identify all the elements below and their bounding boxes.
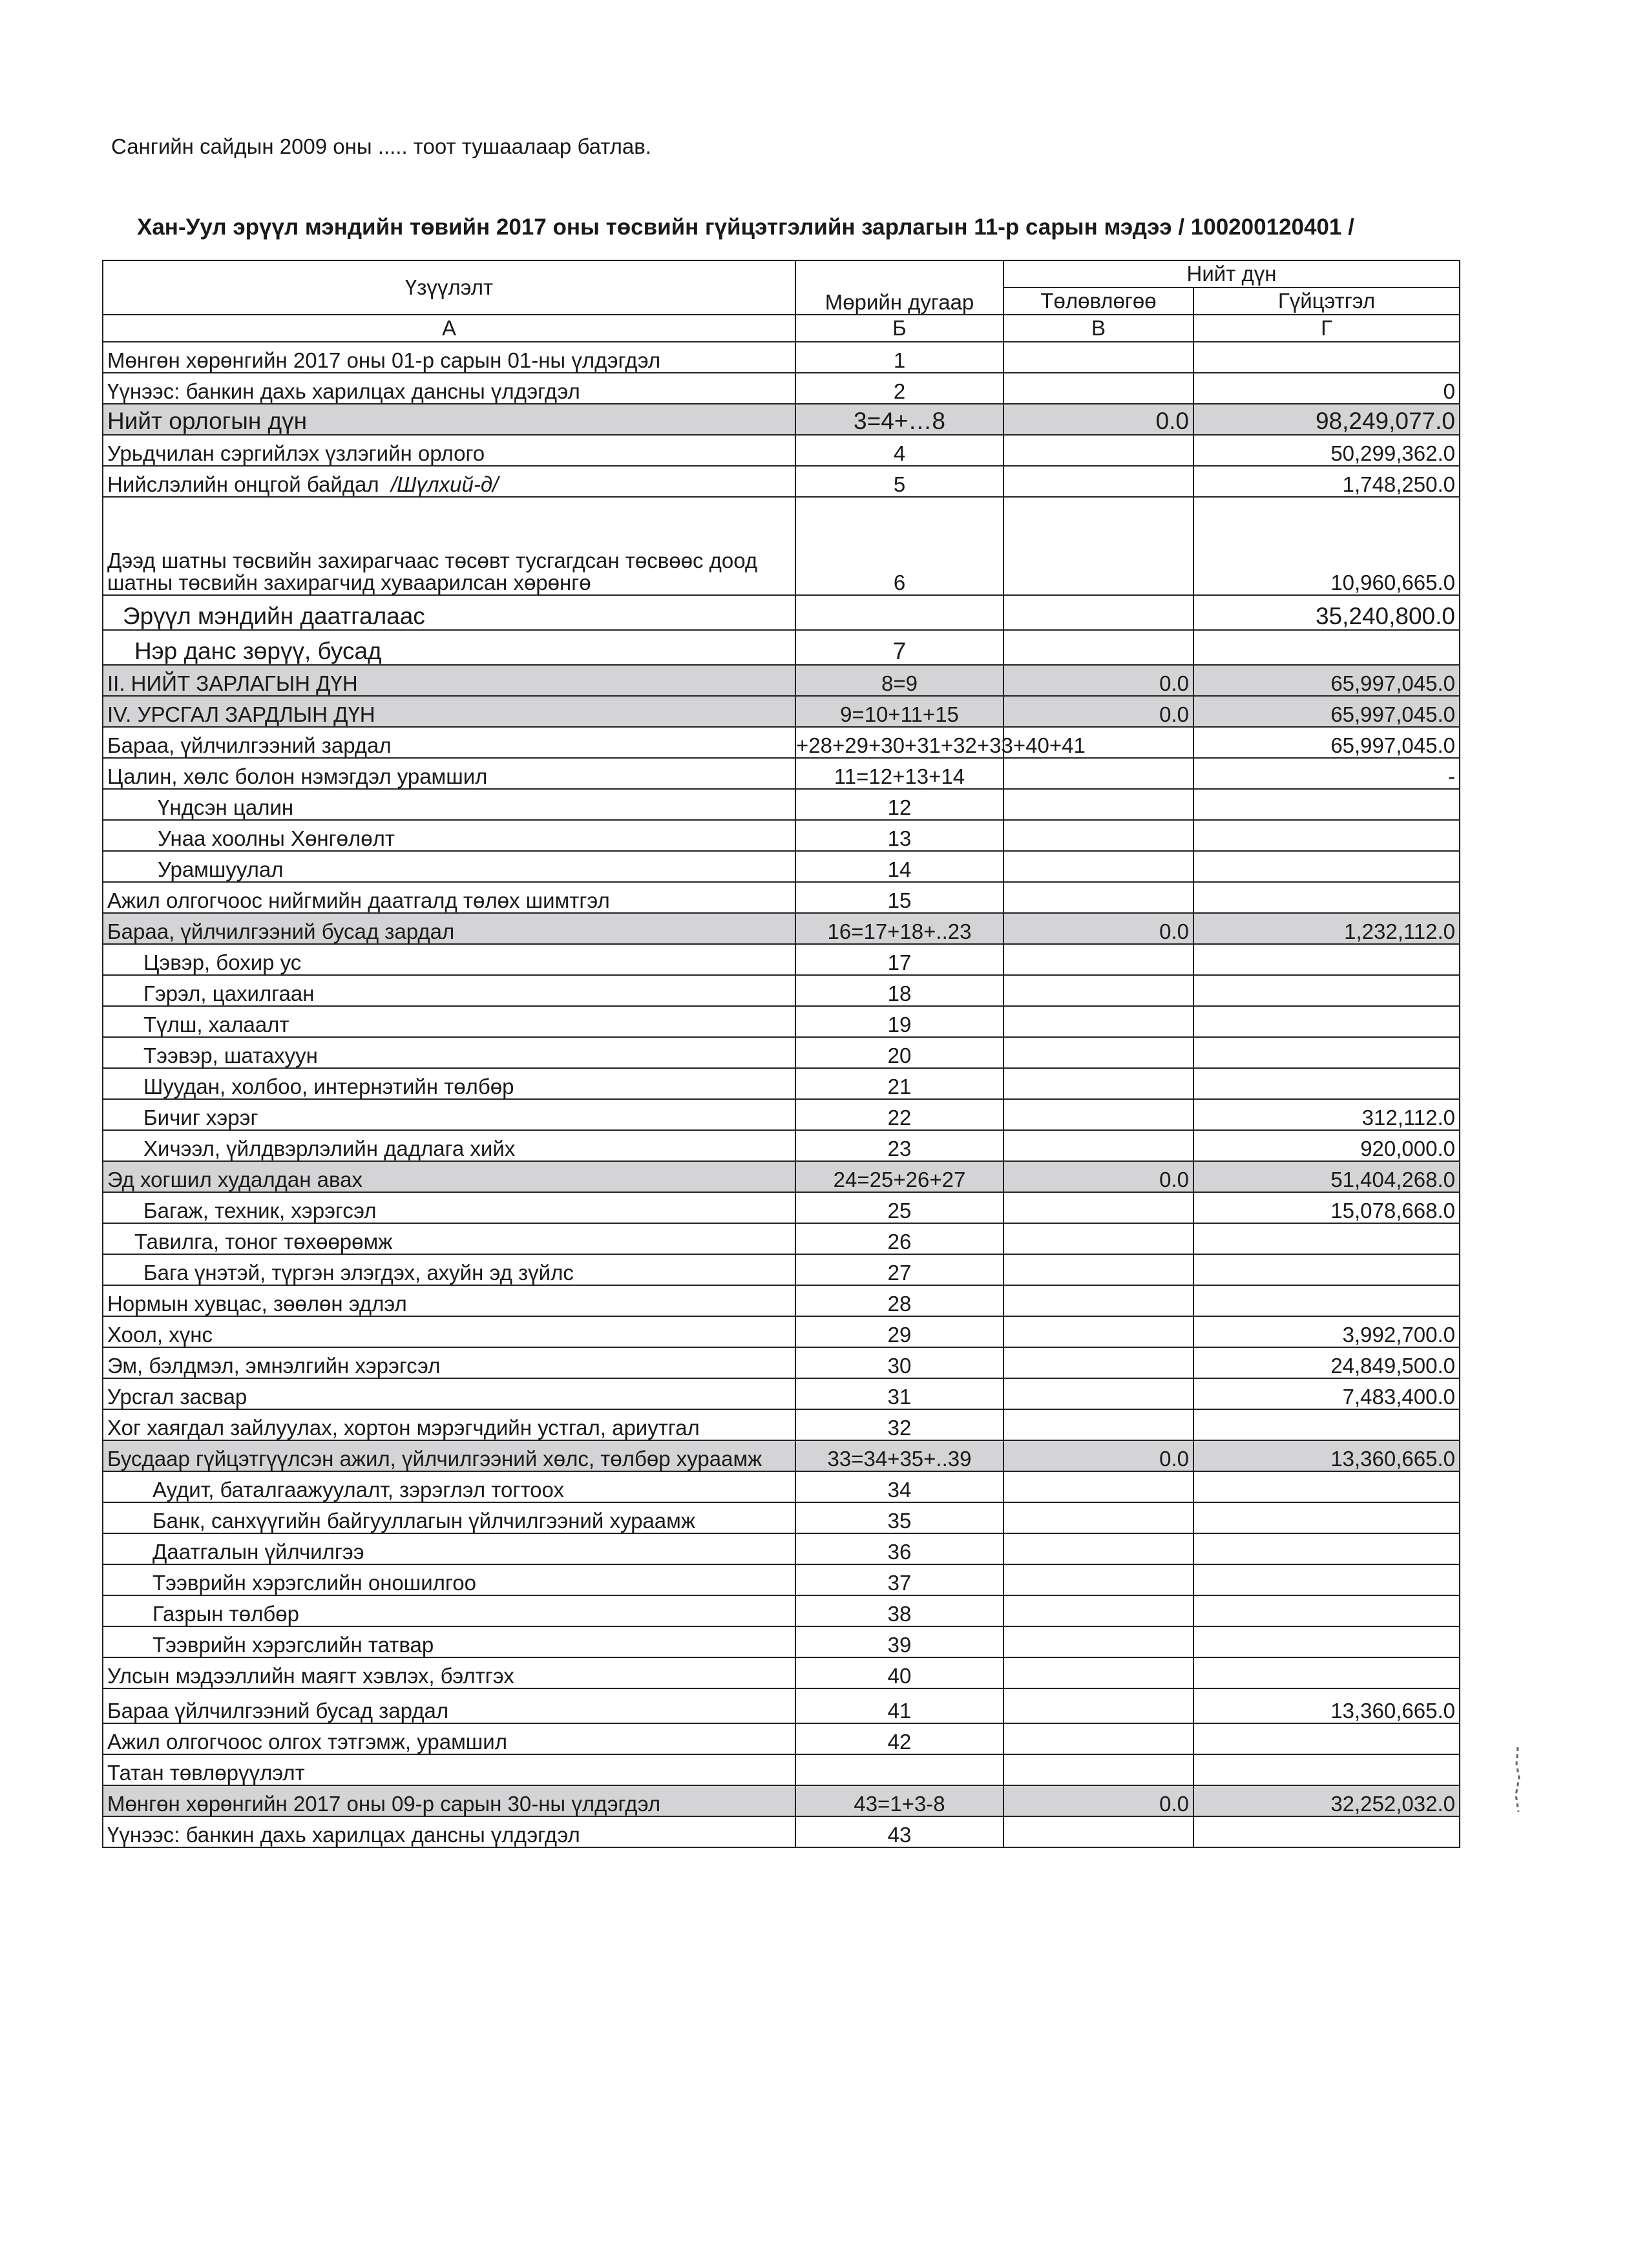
row-label: Багаж, техник, хэрэгсэл (103, 1192, 795, 1223)
row-plan (1003, 1595, 1193, 1626)
row-plan (1003, 497, 1193, 595)
row-label: Мөнгөн хөрөнгийн 2017 оны 01-р сарын 01-ны үлдэгдэл (103, 342, 795, 373)
row-number (795, 595, 1003, 630)
row-actual (1193, 1223, 1460, 1254)
row-label: Тавилга, тоног төхөөрөмж (103, 1223, 795, 1254)
row-label: Бага үнэтэй, түргэн элэгдэх, ахуйн эд зүйлс (103, 1254, 795, 1285)
row-number: 26 (795, 1223, 1003, 1254)
row-label: Бичиг хэрэг (103, 1099, 795, 1130)
row-label: Эрүүл мэндийн даатгалаас (103, 595, 795, 630)
row-number: 33=34+35+..39 (795, 1440, 1003, 1471)
row-plan: 0.0 (1003, 1440, 1193, 1471)
row-label (103, 466, 795, 497)
row-number: 2 (795, 373, 1003, 404)
row-number: 36 (795, 1533, 1003, 1564)
row-number: 13 (795, 820, 1003, 851)
row-label: Хоол, хүнс (103, 1316, 795, 1347)
table-row (103, 1006, 1460, 1037)
row-label: Урамшуулал (103, 851, 795, 882)
row-number: 41 (795, 1688, 1003, 1723)
table-row (103, 1223, 1460, 1254)
row-label: Цэвэр, бохир ус (103, 944, 795, 975)
column-letter-a: А (103, 315, 795, 342)
row-label: Үүнээс: банкин дахь харилцах дансны үлдэгдэл (103, 1816, 795, 1847)
row-actual: 98,249,077.0 (1193, 404, 1460, 435)
row-label: Бараа, үйлчилгээний бусад зардал (103, 913, 795, 944)
row-plan (1003, 944, 1193, 975)
table-row (103, 1316, 1460, 1347)
row-number: 39 (795, 1626, 1003, 1657)
row-label-text: Нийслэлийн онцгой байдал (107, 472, 379, 497)
row-actual: 920,000.0 (1193, 1130, 1460, 1161)
row-label: Шуудан, холбоо, интернэтийн төлбөр (103, 1068, 795, 1099)
row-plan (1003, 1006, 1193, 1037)
row-actual (1193, 789, 1460, 820)
header-total: Нийт дүн (1003, 260, 1460, 288)
row-actual: 3,992,700.0 (1193, 1316, 1460, 1347)
row-label: Бараа, үйлчилгээний зардал (103, 727, 795, 758)
row-actual: 65,997,045.0 (1193, 727, 1460, 758)
row-actual: - (1193, 758, 1460, 789)
row-plan (1003, 373, 1193, 404)
row-plan (1003, 758, 1193, 789)
row-number: 17 (795, 944, 1003, 975)
row-plan (1003, 1316, 1193, 1347)
row-number: 11=12+13+14 (795, 758, 1003, 789)
table-row (103, 1754, 1460, 1785)
row-actual: 65,997,045.0 (1193, 665, 1460, 696)
row-actual (1193, 1502, 1460, 1533)
table-row (103, 497, 1460, 595)
table-row (103, 851, 1460, 882)
row-number: 23 (795, 1130, 1003, 1161)
row-number: +28+29+30+31+32+33+40+41 (795, 727, 1003, 758)
row-label: Тээврийн хэрэгслийн татвар (103, 1626, 795, 1657)
row-number: 29 (795, 1316, 1003, 1347)
row-number: 31 (795, 1378, 1003, 1409)
table-row (103, 944, 1460, 975)
row-actual (1193, 1285, 1460, 1316)
row-label: Тээвэр, шатахуун (103, 1037, 795, 1068)
row-number: 40 (795, 1657, 1003, 1688)
row-actual: 10,960,665.0 (1193, 497, 1460, 595)
row-plan (1003, 630, 1193, 665)
row-number: 5 (795, 466, 1003, 497)
row-plan (1003, 1754, 1193, 1785)
row-plan (1003, 1816, 1193, 1847)
row-label: Хичээл, үйлдвэрлэлийн дадлага хийх (103, 1130, 795, 1161)
table-row (103, 820, 1460, 851)
row-number: 38 (795, 1595, 1003, 1626)
row-plan (1003, 1285, 1193, 1316)
table-row (103, 342, 1460, 373)
row-number: 6 (795, 497, 1003, 595)
row-number: 25 (795, 1192, 1003, 1223)
row-number: 16=17+18+..23 (795, 913, 1003, 944)
row-number: 8=9 (795, 665, 1003, 696)
table-row (103, 373, 1460, 404)
row-plan: 0.0 (1003, 913, 1193, 944)
row-plan (1003, 1533, 1193, 1564)
row-label: Урсгал засвар (103, 1378, 795, 1409)
row-actual: 15,078,668.0 (1193, 1192, 1460, 1223)
row-plan (1003, 1626, 1193, 1657)
table-row (103, 1192, 1460, 1223)
row-actual (1193, 975, 1460, 1006)
row-plan (1003, 1564, 1193, 1595)
row-actual (1193, 1754, 1460, 1785)
row-actual (1193, 1006, 1460, 1037)
row-label: Нормын хувцас, зөөлөн эдлэл (103, 1285, 795, 1316)
row-label: Ажил олгогчоос нийгмийн даатгалд төлөх шимтгэл (103, 882, 795, 913)
row-number: 37 (795, 1564, 1003, 1595)
table-row (103, 1816, 1460, 1847)
table-row (103, 1533, 1460, 1564)
table-row (103, 913, 1460, 944)
row-label: Нэр данс зөрүү, бусад (103, 630, 795, 665)
row-plan (1003, 1099, 1193, 1130)
row-number: 27 (795, 1254, 1003, 1285)
row-label: Бараа үйлчилгээний бусад зардал (103, 1688, 795, 1723)
table-row (103, 758, 1460, 789)
row-plan (1003, 1068, 1193, 1099)
row-number: 28 (795, 1285, 1003, 1316)
table-row (103, 665, 1460, 696)
row-actual (1193, 1254, 1460, 1285)
row-number: 1 (795, 342, 1003, 373)
row-actual: 51,404,268.0 (1193, 1161, 1460, 1192)
row-number: 21 (795, 1068, 1003, 1099)
row-label: Газрын төлбөр (103, 1595, 795, 1626)
row-actual: 35,240,800.0 (1193, 595, 1460, 630)
table-row (103, 1347, 1460, 1378)
table-row (103, 727, 1460, 758)
row-plan (1003, 1378, 1193, 1409)
row-plan: 0.0 (1003, 696, 1193, 727)
row-actual: 7,483,400.0 (1193, 1378, 1460, 1409)
row-label: Эд хогшил худалдан авах (103, 1161, 795, 1192)
row-actual (1193, 342, 1460, 373)
row-label: Бусдаар гүйцэтгүүлсэн ажил, үйлчилгээний хөлс, төлбөр хураамж (103, 1440, 795, 1471)
table-row (103, 404, 1460, 435)
row-plan (1003, 1254, 1193, 1285)
table-row (103, 882, 1460, 913)
header-plan: Төлөвлөгөө (1003, 288, 1193, 315)
row-label: Гэрэл, цахилгаан (103, 975, 795, 1006)
expenditure-report-table (102, 260, 1460, 1848)
row-number: 15 (795, 882, 1003, 913)
row-number: 22 (795, 1099, 1003, 1130)
table-row (103, 1564, 1460, 1595)
table-row (103, 789, 1460, 820)
row-label: Даатгалын үйлчилгээ (103, 1533, 795, 1564)
row-actual: 65,997,045.0 (1193, 696, 1460, 727)
row-number: 12 (795, 789, 1003, 820)
table-row (103, 1723, 1460, 1754)
table-row (103, 1502, 1460, 1533)
row-label: Түлш, халаалт (103, 1006, 795, 1037)
row-actual: 13,360,665.0 (1193, 1440, 1460, 1471)
row-actual (1193, 1037, 1460, 1068)
row-actual (1193, 1409, 1460, 1440)
row-plan (1003, 466, 1193, 497)
table-row (103, 1471, 1460, 1502)
row-actual: 13,360,665.0 (1193, 1688, 1460, 1723)
row-number: 34 (795, 1471, 1003, 1502)
row-actual (1193, 1595, 1460, 1626)
row-label: IV. УРСГАЛ ЗАРДЛЫН ДҮН (103, 696, 795, 727)
column-letter-b: Б (795, 315, 1003, 342)
column-letter-d: Г (1193, 315, 1460, 342)
row-plan (1003, 435, 1193, 466)
row-actual (1193, 1723, 1460, 1754)
row-plan (1003, 595, 1193, 630)
row-plan (1003, 1223, 1193, 1254)
row-plan: 0.0 (1003, 404, 1193, 435)
header-indicator: Үзүүлэлт (103, 260, 795, 315)
row-plan (1003, 820, 1193, 851)
row-number: 14 (795, 851, 1003, 882)
row-actual (1193, 630, 1460, 665)
table-row (103, 975, 1460, 1006)
row-actual (1193, 820, 1460, 851)
table-row (103, 1595, 1460, 1626)
row-number: 43 (795, 1816, 1003, 1847)
row-plan (1003, 1657, 1193, 1688)
row-actual: 1,748,250.0 (1193, 466, 1460, 497)
table-row (103, 435, 1460, 466)
row-number: 35 (795, 1502, 1003, 1533)
report-title: Хан-Уул эрүүл мэндийн төвийн 2017 оны төсвийн гүйцэтгэлийн зарлагын 11-р сарын мэдээ / 100200120401 / (137, 215, 1354, 240)
table-row (103, 1161, 1460, 1192)
table-row (103, 630, 1460, 665)
row-actual: 50,299,362.0 (1193, 435, 1460, 466)
scan-mark-artifact (1511, 1745, 1525, 1816)
row-label: Нийт орлогын дүн (103, 404, 795, 435)
row-number: 24=25+26+27 (795, 1161, 1003, 1192)
row-number: 42 (795, 1723, 1003, 1754)
row-actual (1193, 851, 1460, 882)
row-plan (1003, 882, 1193, 913)
table-row (103, 1037, 1460, 1068)
header-row-number: Мөрийн дугаар (795, 260, 1003, 315)
row-number: 4 (795, 435, 1003, 466)
row-label: Аудит, баталгаажуулалт, зэрэглэл тогтоох (103, 1471, 795, 1502)
row-plan (1003, 1192, 1193, 1223)
table-row (103, 1285, 1460, 1316)
row-label: Дээд шатны төсвийн захирагчаас төсөвт тусгагдсан төсвөөс доод шатны төсвийн захирагчид хуваарилсан хөрөнгө (103, 497, 795, 595)
row-actual (1193, 1816, 1460, 1847)
row-actual: 0 (1193, 373, 1460, 404)
row-plan: 0.0 (1003, 1161, 1193, 1192)
row-label: Эм, бэлдмэл, эмнэлгийн хэрэгсэл (103, 1347, 795, 1378)
row-plan (1003, 975, 1193, 1006)
row-actual: 24,849,500.0 (1193, 1347, 1460, 1378)
table-row (103, 696, 1460, 727)
row-actual: 1,232,112.0 (1193, 913, 1460, 944)
row-number: 7 (795, 630, 1003, 665)
table-row (103, 1440, 1460, 1471)
table-row (103, 1130, 1460, 1161)
approval-note: Сангийн сайдын 2009 оны ..... тоот тушаалаар батлав. (111, 134, 651, 158)
row-label: Банк, санхүүгийн байгууллагын үйлчилгээний хураамж (103, 1502, 795, 1533)
row-plan (1003, 1723, 1193, 1754)
table-row (103, 1378, 1460, 1409)
table-row (103, 595, 1460, 630)
table-row (103, 1688, 1460, 1723)
row-plan (1003, 1130, 1193, 1161)
row-actual (1193, 882, 1460, 913)
row-label: Мөнгөн хөрөнгийн 2017 оны 09-р сарын 30-ны үлдэгдэл (103, 1785, 795, 1816)
row-label: Цалин, хөлс болон нэмэгдэл урамшил (103, 758, 795, 789)
row-label: Хог хаягдал зайлуулах, хортон мэрэгчдийн устгал, ариутгал (103, 1409, 795, 1440)
row-plan (1003, 851, 1193, 882)
row-number (795, 1754, 1003, 1785)
row-plan: 0.0 (1003, 665, 1193, 696)
row-actual (1193, 1564, 1460, 1595)
table-row (103, 1626, 1460, 1657)
row-number: 32 (795, 1409, 1003, 1440)
row-number: 19 (795, 1006, 1003, 1037)
row-number: 30 (795, 1347, 1003, 1378)
row-label: Үндсэн цалин (103, 789, 795, 820)
table-row (103, 1409, 1460, 1440)
table-row (103, 1254, 1460, 1285)
row-label: Үүнээс: банкин дахь харилцах дансны үлдэгдэл (103, 373, 795, 404)
row-label: Тээврийн хэрэгслийн оношилгоо (103, 1564, 795, 1595)
row-plan: 0.0 (1003, 1785, 1193, 1816)
row-label: II. НИЙТ ЗАРЛАГЫН ДҮН (103, 665, 795, 696)
header-actual: Гүйцэтгэл (1193, 288, 1460, 315)
row-label-note: /Шүлхий-д/ (390, 472, 499, 497)
row-actual (1193, 1068, 1460, 1099)
row-plan (1003, 1688, 1193, 1723)
row-actual (1193, 1657, 1460, 1688)
table-row (103, 1657, 1460, 1688)
row-label: Татан төвлөрүүлэлт (103, 1754, 795, 1785)
row-label: Урьдчилан сэргийлэх үзлэгийн орлого (103, 435, 795, 466)
row-actual (1193, 1626, 1460, 1657)
row-plan (1003, 1502, 1193, 1533)
table-row (103, 1099, 1460, 1130)
row-plan (1003, 1347, 1193, 1378)
row-actual: 312,112.0 (1193, 1099, 1460, 1130)
row-plan (1003, 1037, 1193, 1068)
row-number: 3=4+…8 (795, 404, 1003, 435)
table-row (103, 1785, 1460, 1816)
table-row (103, 1068, 1460, 1099)
row-actual (1193, 944, 1460, 975)
row-number: 20 (795, 1037, 1003, 1068)
row-label: Унаа хоолны Хөнгөлөлт (103, 820, 795, 851)
row-actual (1193, 1533, 1460, 1564)
row-plan (1003, 342, 1193, 373)
row-actual: 32,252,032.0 (1193, 1785, 1460, 1816)
table-row (103, 466, 1460, 497)
row-plan (1003, 789, 1193, 820)
row-number: 18 (795, 975, 1003, 1006)
row-plan (1003, 1471, 1193, 1502)
row-plan (1003, 1409, 1193, 1440)
row-label: Ажил олгогчоос олгох тэтгэмж, урамшил (103, 1723, 795, 1754)
row-number: 43=1+3-8 (795, 1785, 1003, 1816)
column-letter-c: В (1003, 315, 1193, 342)
row-number: 9=10+11+15 (795, 696, 1003, 727)
row-actual (1193, 1471, 1460, 1502)
row-label: Улсын мэдээллийн маягт хэвлэх, бэлтгэх (103, 1657, 795, 1688)
